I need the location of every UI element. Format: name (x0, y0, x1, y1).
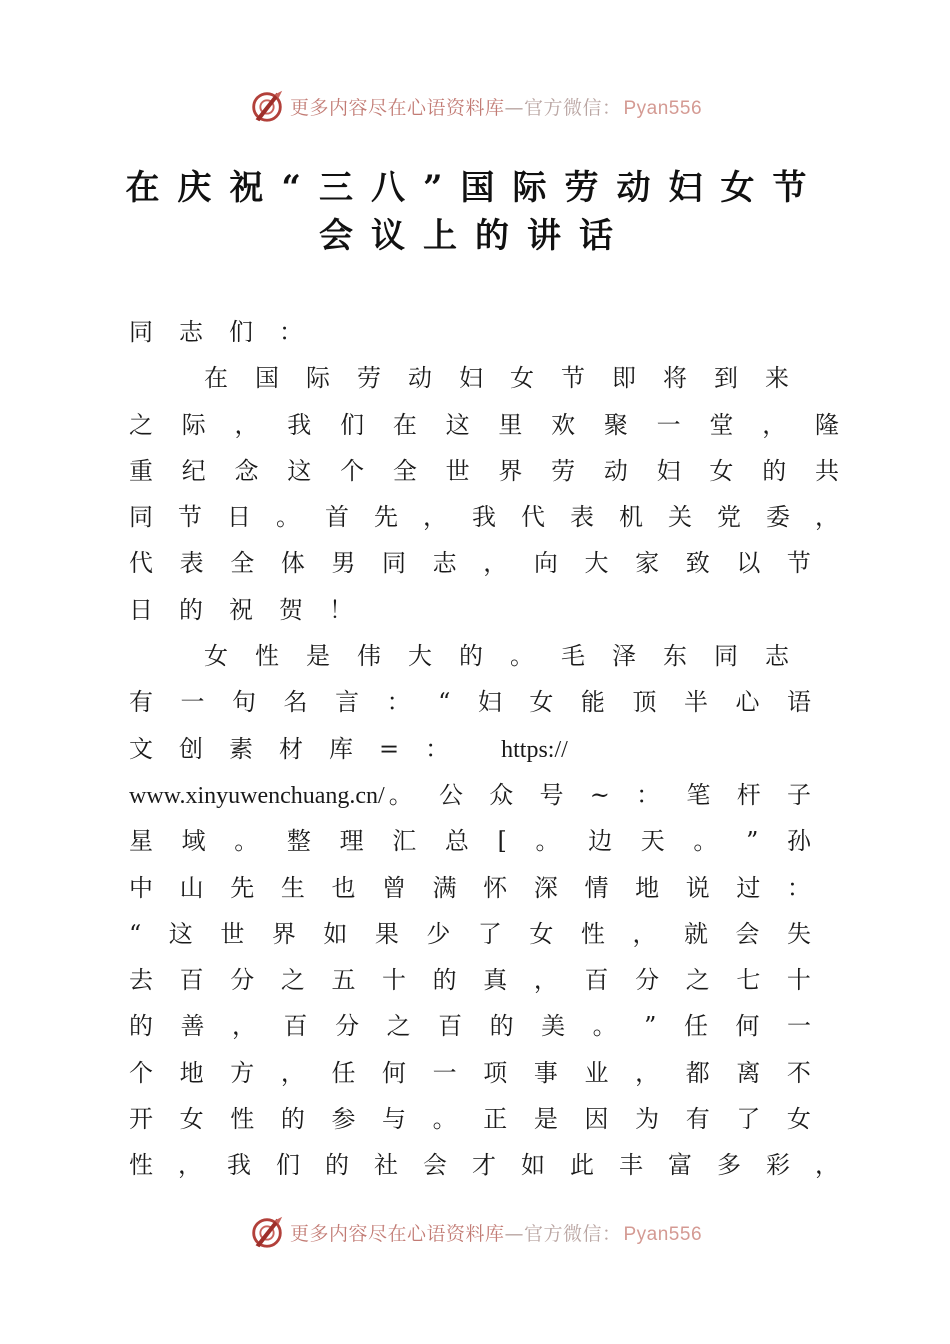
char: 公 (438, 780, 463, 809)
char: 总 (444, 827, 469, 856)
char: 伟 (357, 642, 381, 671)
char: 会 (423, 1151, 447, 1180)
char: 贺 (279, 595, 303, 624)
text-line (129, 355, 839, 401)
char: 同 (129, 318, 153, 346)
char: 曾 (382, 873, 407, 902)
char: 理 (339, 827, 364, 856)
char: 名 (283, 688, 308, 717)
text-line (129, 587, 839, 633)
char: 同 (714, 642, 738, 671)
char: 任 (683, 1012, 708, 1041)
text-line (129, 402, 839, 448)
char: 里 (498, 410, 523, 439)
char: 杆 (736, 780, 761, 809)
char: ： (425, 734, 450, 763)
char: 动 (408, 364, 432, 393)
char: 。 (535, 827, 560, 856)
char: 。 (276, 503, 300, 532)
url-fragment: https:// (501, 736, 568, 763)
char: 党 (717, 503, 741, 532)
char: 此 (570, 1151, 594, 1180)
char: ， (178, 1151, 202, 1180)
char: 项 (483, 1058, 508, 1087)
char: 的 (280, 1105, 305, 1134)
url-fragment: www.xinyuwenchuang.cn/ (129, 782, 385, 809)
char: 界 (498, 456, 523, 485)
char: 女 (179, 1105, 204, 1134)
char: 。 (510, 642, 534, 671)
char: 首 (325, 503, 349, 532)
quill-logo-icon (248, 87, 286, 125)
char: 笔 (686, 780, 711, 809)
char: 都 (685, 1058, 710, 1087)
text-line (129, 679, 839, 725)
char: 半 (683, 688, 708, 717)
char: 去 (129, 966, 153, 995)
char: 善 (180, 1012, 205, 1041)
char: 言 (335, 688, 360, 717)
char: 语 (786, 688, 811, 717)
char: = (379, 734, 400, 763)
char: 创 (179, 734, 203, 763)
char: 志 (765, 642, 789, 671)
char: 同 (382, 549, 407, 578)
char: 毛 (561, 642, 585, 671)
char: ， (815, 503, 839, 532)
char: 的 (325, 1151, 349, 1180)
char: 一 (656, 410, 681, 439)
char: 到 (714, 364, 738, 393)
char: 孙 (786, 827, 811, 856)
char: 先 (230, 873, 255, 902)
char: 我 (472, 503, 496, 532)
char: 果 (374, 919, 399, 948)
char: ， (232, 1012, 257, 1041)
char: ： (786, 873, 811, 902)
char: 星 (129, 827, 153, 856)
char: 库 (329, 734, 353, 763)
char: 社 (374, 1151, 398, 1180)
char: 五 (331, 966, 356, 995)
char: 分 (335, 1012, 360, 1041)
text-line (129, 309, 839, 355)
char: 分 (635, 966, 660, 995)
char: 妇 (656, 456, 681, 485)
char: 开 (129, 1105, 153, 1134)
char: 有 (685, 1105, 710, 1134)
char: 将 (663, 364, 687, 393)
char: ， (423, 503, 447, 532)
title-line-2: 会议上的讲话 (319, 216, 631, 256)
text-line (129, 1003, 839, 1049)
text-segment (389, 772, 811, 818)
char: 体 (280, 549, 305, 578)
watermark-separator: —官方微信： (504, 1222, 622, 1245)
char: 性 (230, 1105, 255, 1134)
text-line (129, 1096, 839, 1142)
char: 关 (668, 503, 692, 532)
char: 表 (570, 503, 594, 532)
char: ” (746, 827, 759, 856)
char: 过 (736, 873, 761, 902)
char: 之 (280, 966, 305, 995)
char: 们 (229, 318, 253, 346)
char: 是 (306, 642, 330, 671)
char: 。 (388, 780, 413, 809)
watermark-text (290, 1219, 702, 1246)
watermark-main: 更多内容尽在心语资料库 (289, 1222, 505, 1245)
char: 志 (432, 549, 457, 578)
char: 这 (445, 410, 470, 439)
char: ” (644, 1012, 657, 1041)
char: ， (234, 410, 259, 439)
char: 委 (766, 503, 790, 532)
header-watermark (0, 86, 950, 126)
char: 致 (685, 549, 710, 578)
char: 女 (529, 688, 554, 717)
char: ， (815, 1151, 839, 1180)
char: 地 (179, 1058, 204, 1087)
char: 男 (331, 549, 356, 578)
char: 分 (230, 966, 255, 995)
char: “ (438, 688, 451, 717)
char: 一 (432, 1058, 457, 1087)
text-line (129, 957, 839, 1003)
char: 失 (786, 919, 811, 948)
char: 说 (685, 873, 710, 902)
char: 。 (432, 1105, 457, 1134)
char: 号 (539, 780, 564, 809)
char: 妇 (459, 364, 483, 393)
char: 心 (735, 688, 760, 717)
char: 泽 (612, 642, 636, 671)
title-line-1: 在庆祝“三八”国际劳动妇女节 (125, 168, 825, 208)
text-line (129, 865, 839, 911)
watermark-wechat-id: Pyan556 (623, 1223, 703, 1245)
char: 女 (529, 919, 554, 948)
char: 聚 (603, 410, 628, 439)
char: 山 (179, 873, 204, 902)
char: 节 (178, 503, 202, 532)
text-line (129, 448, 839, 494)
char: 不 (786, 1058, 811, 1087)
char: 整 (286, 827, 311, 856)
text-line (129, 1050, 839, 1096)
char: 的 (129, 1012, 153, 1041)
char: 素 (229, 734, 253, 763)
char: 了 (736, 1105, 761, 1134)
text-line (129, 772, 839, 818)
char: 我 (287, 410, 312, 439)
char: 百 (584, 966, 609, 995)
char: 个 (340, 456, 365, 485)
char: 何 (382, 1058, 407, 1087)
char: 域 (181, 827, 206, 856)
char: 中 (129, 873, 153, 902)
char: 先 (374, 503, 398, 532)
char: 家 (635, 549, 660, 578)
char: 代 (521, 503, 545, 532)
watermark-main: 更多内容尽在心语资料库 (289, 96, 505, 119)
text-line (129, 633, 839, 679)
char: 事 (533, 1058, 558, 1087)
char: 女 (204, 642, 228, 671)
char: 全 (392, 456, 417, 485)
char: 。 (234, 827, 259, 856)
char: 以 (736, 549, 761, 578)
char: 百 (283, 1012, 308, 1041)
char: 美 (541, 1012, 566, 1041)
document-body (129, 309, 839, 1189)
char: 女 (786, 1105, 811, 1134)
char: 怀 (483, 873, 508, 902)
char: 的 (489, 1012, 514, 1041)
char: 大 (408, 642, 432, 671)
text-line (129, 911, 839, 957)
char: 之 (386, 1012, 411, 1041)
char: 才 (472, 1151, 496, 1180)
char: 真 (483, 966, 508, 995)
char: 之 (685, 966, 710, 995)
char: 十 (786, 966, 811, 995)
text-line (129, 494, 839, 540)
char: 的 (179, 595, 203, 624)
char: 天 (640, 827, 665, 856)
char: 子 (786, 780, 811, 809)
char: 汇 (392, 827, 417, 856)
char: 劳 (551, 456, 576, 485)
watermark-text (290, 93, 702, 120)
quill-logo-icon (248, 1213, 286, 1251)
char: ： (386, 688, 411, 717)
char: 性 (580, 919, 605, 948)
char: 因 (584, 1105, 609, 1134)
char: 纪 (181, 456, 206, 485)
char: 如 (323, 919, 348, 948)
char: 了 (477, 919, 502, 948)
char: ， (635, 1058, 660, 1087)
char: 世 (220, 919, 245, 948)
char: ， (632, 919, 657, 948)
char: 日 (129, 595, 153, 624)
char: 的 (762, 456, 787, 485)
char: 性 (129, 1151, 153, 1180)
char: 与 (382, 1105, 407, 1134)
char: 生 (280, 873, 305, 902)
char: 顶 (632, 688, 657, 717)
char: 有 (129, 688, 153, 717)
char: ： (279, 318, 303, 346)
char: 业 (584, 1058, 609, 1087)
char: 方 (230, 1058, 255, 1087)
char: 丰 (619, 1151, 643, 1180)
char: 这 (168, 919, 193, 948)
char: ！ (329, 595, 353, 624)
char: 表 (179, 549, 204, 578)
char: 劳 (357, 364, 381, 393)
char: 妇 (477, 688, 502, 717)
char: 堂 (709, 410, 734, 439)
char: 多 (717, 1151, 741, 1180)
char: 同 (129, 503, 153, 532)
char: 文 (129, 734, 153, 763)
char: 个 (129, 1058, 153, 1087)
char: ， (483, 549, 508, 578)
char: 界 (271, 919, 296, 948)
char: 即 (612, 364, 636, 393)
char: 东 (663, 642, 687, 671)
char: 为 (635, 1105, 660, 1134)
char: 隆 (814, 410, 839, 439)
text-line (129, 1142, 839, 1188)
char: 机 (619, 503, 643, 532)
char: 参 (331, 1105, 356, 1134)
char: 们 (276, 1151, 300, 1180)
char: 富 (668, 1151, 692, 1180)
char: 女 (510, 364, 534, 393)
char: 之 (129, 410, 153, 439)
text-line (129, 726, 839, 772)
char: 世 (445, 456, 470, 485)
char: 女 (709, 456, 734, 485)
char: 国 (255, 364, 279, 393)
char: 。 (693, 827, 718, 856)
char: 的 (459, 642, 483, 671)
watermark-separator: —官方微信： (504, 96, 622, 119)
char: 日 (227, 503, 251, 532)
char: 会 (735, 919, 760, 948)
char: 际 (306, 364, 330, 393)
char: 共 (814, 456, 839, 485)
char: 如 (521, 1151, 545, 1180)
char: 节 (561, 364, 585, 393)
char: 欢 (551, 410, 576, 439)
char: 念 (234, 456, 259, 485)
char: 百 (179, 966, 204, 995)
char: ~ (589, 780, 610, 809)
text-line (129, 818, 839, 864)
char: 七 (736, 966, 761, 995)
char: 的 (432, 966, 457, 995)
char: 情 (584, 873, 609, 902)
char: 离 (736, 1058, 761, 1087)
char: 十 (382, 966, 407, 995)
char: ， (533, 966, 558, 995)
char: 就 (683, 919, 708, 948)
char: 大 (584, 549, 609, 578)
char: 是 (533, 1105, 558, 1134)
char: 百 (438, 1012, 463, 1041)
char: ， (280, 1058, 305, 1087)
char: [ (497, 827, 507, 856)
char: 我 (227, 1151, 251, 1180)
char: 向 (533, 549, 558, 578)
char: 能 (580, 688, 605, 717)
text-line (129, 540, 839, 586)
char: 也 (331, 873, 356, 902)
char: 全 (230, 549, 255, 578)
char: 边 (588, 827, 613, 856)
char: 祝 (229, 595, 253, 624)
char: 众 (489, 780, 514, 809)
footer-watermark (0, 1212, 950, 1252)
char: 满 (432, 873, 457, 902)
char: 志 (179, 318, 203, 346)
char: 代 (129, 549, 153, 578)
char: 们 (340, 410, 365, 439)
document-title (80, 164, 870, 260)
char: 何 (735, 1012, 760, 1041)
char: 一 (786, 1012, 811, 1041)
char: 地 (635, 873, 660, 902)
char: 任 (331, 1058, 356, 1087)
char: 节 (786, 549, 811, 578)
char: 正 (483, 1105, 508, 1134)
char: 材 (279, 734, 303, 763)
char: 在 (204, 364, 228, 393)
char: “ (129, 919, 142, 948)
char: 这 (287, 456, 312, 485)
char: 深 (533, 873, 558, 902)
char: 句 (232, 688, 257, 717)
char: 一 (180, 688, 205, 717)
char: 际 (181, 410, 206, 439)
char: 来 (765, 364, 789, 393)
char: 性 (255, 642, 279, 671)
char: 在 (392, 410, 417, 439)
char: 彩 (766, 1151, 790, 1180)
char: 少 (426, 919, 451, 948)
watermark-wechat-id: Pyan556 (623, 97, 703, 119)
char: ： (636, 780, 661, 809)
char: ， (762, 410, 787, 439)
char: 重 (129, 456, 153, 485)
text-segment (129, 726, 475, 772)
char: 动 (603, 456, 628, 485)
char: 。 (592, 1012, 617, 1041)
